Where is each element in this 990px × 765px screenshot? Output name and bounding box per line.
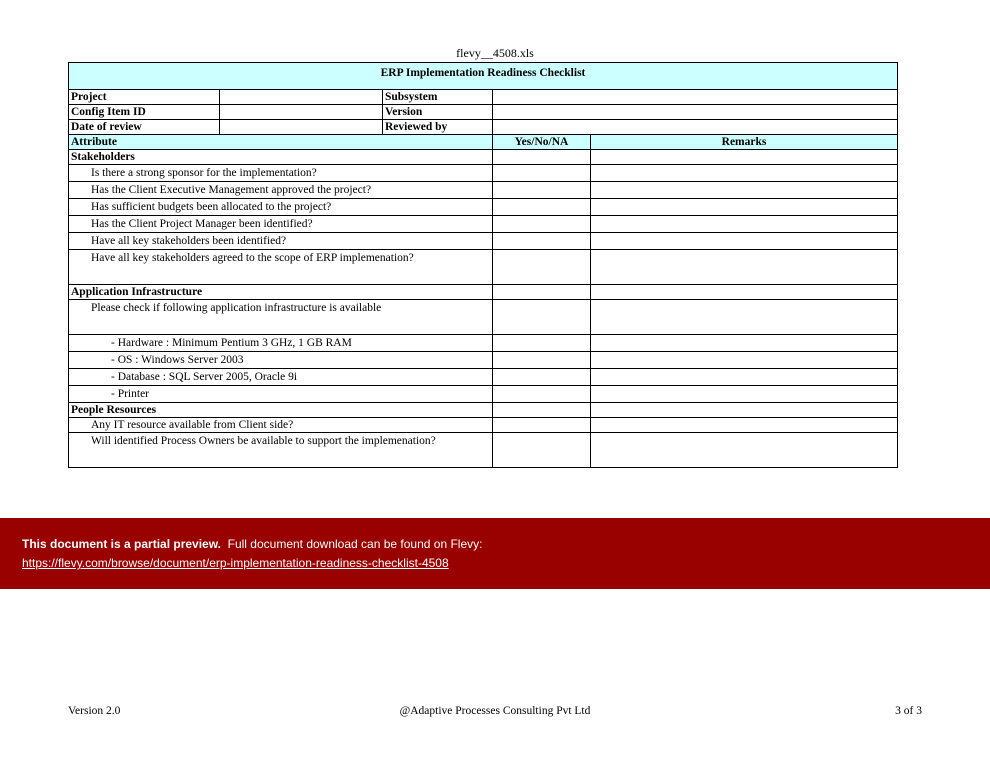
answer-column-header: Yes/No/NA	[493, 135, 591, 150]
footer-company: @Adaptive Processes Consulting Pvt Ltd	[399, 705, 591, 717]
answer-cell[interactable]	[493, 182, 591, 199]
answer-cell[interactable]	[493, 233, 591, 250]
checklist-table	[68, 62, 898, 468]
attribute-column-header: Attribute	[69, 135, 493, 150]
remarks-cell[interactable]	[591, 250, 898, 285]
remarks-cell[interactable]	[591, 335, 898, 352]
answer-cell[interactable]	[493, 352, 591, 369]
answer-cell[interactable]	[493, 285, 591, 300]
answer-cell[interactable]	[493, 418, 591, 433]
remarks-cell[interactable]	[591, 199, 898, 216]
checklist-item: Has the Client Project Manager been identified?	[69, 216, 493, 233]
remarks-cell[interactable]	[591, 285, 898, 300]
checklist-item: Any IT resource available from Client side?	[69, 418, 493, 433]
section-people-resources: People Resources	[69, 403, 493, 418]
remarks-cell[interactable]	[591, 403, 898, 418]
answer-cell[interactable]	[493, 216, 591, 233]
subsystem-value[interactable]	[493, 90, 898, 105]
checklist-item: - OS : Windows Server 2003	[69, 352, 493, 369]
answer-cell[interactable]	[493, 300, 591, 335]
checklist-title: ERP Implementation Readiness Checklist	[69, 63, 898, 90]
reviewed-by-value[interactable]	[493, 120, 898, 135]
answer-cell[interactable]	[493, 386, 591, 403]
checklist-item: Is there a strong sponsor for the implementation?	[69, 165, 493, 182]
answer-cell[interactable]	[493, 369, 591, 386]
subsystem-label: Subsystem	[383, 90, 493, 105]
section-stakeholders: Stakeholders	[69, 150, 493, 165]
date-of-review-value[interactable]	[220, 120, 383, 135]
preview-notice-bold: This document is a partial preview.	[22, 537, 221, 551]
reviewed-by-label: Reviewed by	[383, 120, 493, 135]
remarks-cell[interactable]	[591, 369, 898, 386]
answer-cell[interactable]	[493, 199, 591, 216]
version-value[interactable]	[493, 105, 898, 120]
checklist-item: Has sufficient budgets been allocated to the project?	[69, 199, 493, 216]
config-item-id-value[interactable]	[220, 105, 383, 120]
remarks-cell[interactable]	[591, 150, 898, 165]
remarks-column-header: Remarks	[591, 135, 898, 150]
checklist-item: Will identified Process Owners be available to support the implemenation?	[69, 433, 493, 468]
checklist-item: - Printer	[69, 386, 493, 403]
checklist-item: Have all key stakeholders agreed to the scope of ERP implemenation?	[69, 250, 493, 285]
remarks-cell[interactable]	[591, 300, 898, 335]
checklist-item: - Hardware : Minimum Pentium 3 GHz, 1 GB RAM	[69, 335, 493, 352]
remarks-cell[interactable]	[591, 182, 898, 199]
preview-banner	[0, 518, 990, 589]
remarks-cell[interactable]	[591, 352, 898, 369]
document-filename: flevy__4508.xls	[456, 46, 534, 60]
answer-cell[interactable]	[493, 165, 591, 182]
remarks-cell[interactable]	[591, 433, 898, 468]
footer-page-number: 3 of 3	[895, 705, 922, 717]
remarks-cell[interactable]	[591, 216, 898, 233]
checklist-item: Please check if following application infrastructure is available	[69, 300, 493, 335]
remarks-cell[interactable]	[591, 386, 898, 403]
footer-version: Version 2.0	[68, 705, 121, 717]
preview-notice-text: Full document download can be found on Flevy:	[227, 537, 483, 551]
project-value[interactable]	[220, 90, 383, 105]
answer-cell[interactable]	[493, 150, 591, 165]
remarks-cell[interactable]	[591, 233, 898, 250]
answer-cell[interactable]	[493, 433, 591, 468]
config-item-id-label: Config Item ID	[69, 105, 220, 120]
section-application-infrastructure: Application Infrastructure	[69, 285, 493, 300]
download-link[interactable]: https://flevy.com/browse/document/erp-implementation-readiness-checklist-4508	[22, 556, 449, 570]
answer-cell[interactable]	[493, 250, 591, 285]
checklist-item: Has the Client Executive Management approved the project?	[69, 182, 493, 199]
answer-cell[interactable]	[493, 403, 591, 418]
date-of-review-label: Date of review	[69, 120, 220, 135]
preview-notice	[22, 537, 482, 551]
project-label: Project	[69, 90, 220, 105]
remarks-cell[interactable]	[591, 165, 898, 182]
answer-cell[interactable]	[493, 335, 591, 352]
remarks-cell[interactable]	[591, 418, 898, 433]
checklist-item: Have all key stakeholders been identified?	[69, 233, 493, 250]
version-label: Version	[383, 105, 493, 120]
checklist-item: - Database : SQL Server 2005, Oracle 9i	[69, 369, 493, 386]
